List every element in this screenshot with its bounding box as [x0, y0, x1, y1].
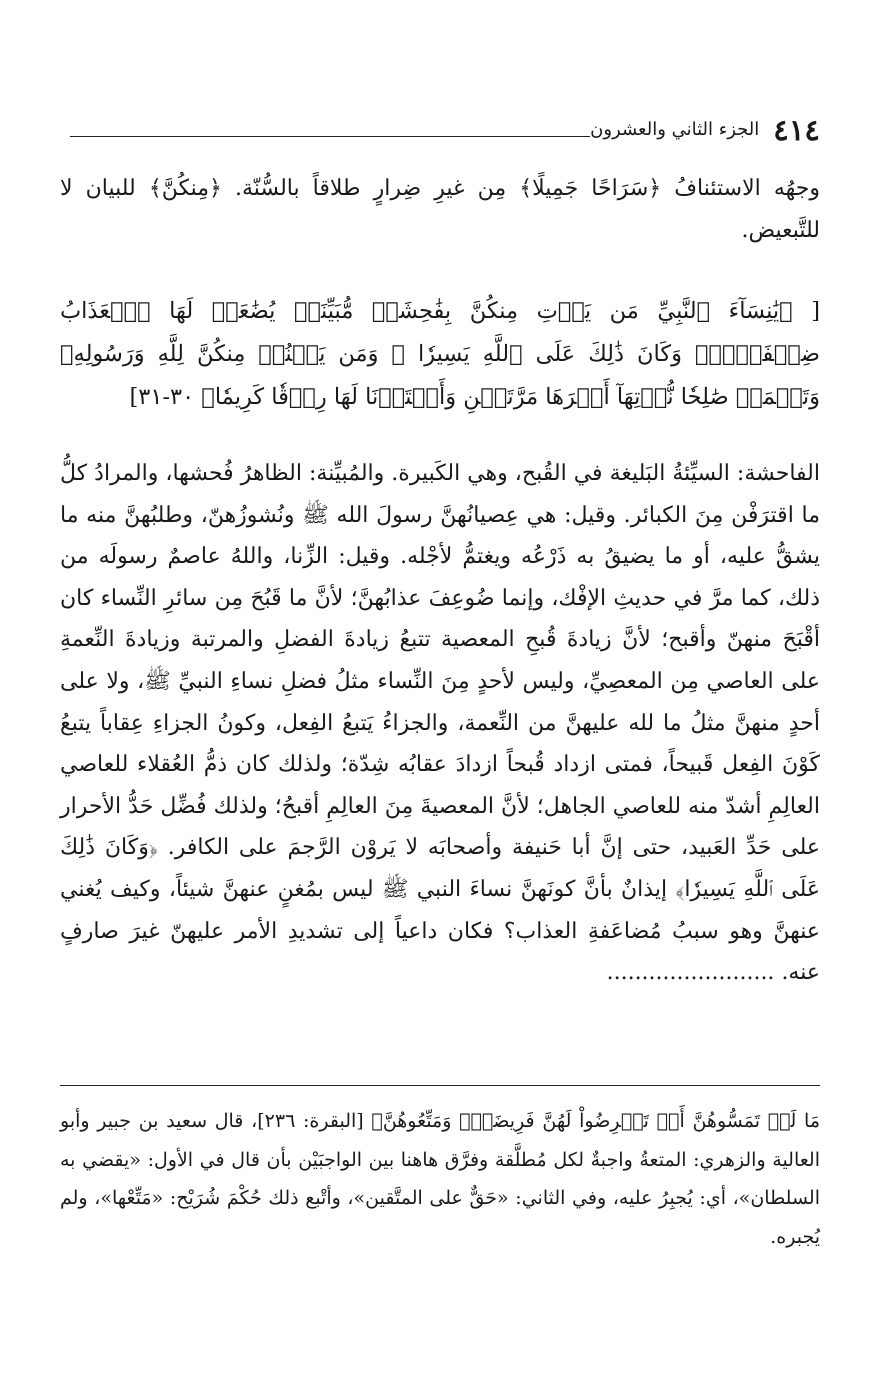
footnote — [60, 1102, 820, 1256]
paragraph-commentary-text: الفاحشة: السيِّئةُ البَليغة في القُبح، وهي الكَبيرة. والمُبيِّنة: الظاهرُ فُحشها، والمرادُ كلُّ ما اقترَفْن مِنَ الكبائر. وقيل: هي عِصيانُهنَّ رسولَ الله ﷺ ونُشوزُهنّ، وطلبُهنَّ منه ما يشقُّ عليه، أو ما يضيقُ به ذَرْعُه ويغتمُّ لأجْله. وقيل: الزِّنا، واللهُ عاصمٌ رسولَه من ذلك، كما مرَّ في حديثِ الإفْك، وإنما ضُوعِفَ عذابُهنَّ؛ لأنَّ ما قَبُحَ مِن سائرِ النِّساء كان أقْبَحَ منهنّ وأقبح؛ لأنَّ زيادةَ قُبحِ المعصية تتبعُ زيادةَ الفضلِ والمرتبة وزيادةَ النِّعمةِ على العاصي مِن المعصِيِّ، وليس لأحدٍ مِنَ النِّساء مثلُ فضلِ نساءِ النبيِّ ﷺ، ولا على أحدٍ منهنَّ مثلُ ما لله عليهنَّ من النِّعمة، والجزاءُ يَتبعُ الفِعل، وكونُ الجزاءِ عِقاباً يتبعُ كَوْنَ الفِعل قَبيحاً، فمتى ازداد قُبحاً ازدادَ عقابُه شِدّة؛ ولذلك كان ذمُّ العُقلاء للعاصي العالِمِ أشدّ منه للعاصي الجاهل؛ لأنَّ المعصيةَ مِنَ العالِمِ أقبحُ؛ ولذلك فُضِّل حَدُّ الأحرار على حَدِّ العَبيد، حتى إنَّ أبا حَنيفة وأصحابَه لا يَروْن الرَّجمَ على الكافر. ﴿وَكَانَ ذَٰلِكَ عَلَى ٱللَّهِ يَسِيرٗا﴾ إيذانٌ بأنَّ كونَهنَّ نساءَ النبي ﷺ ليس بمُغنٍ عنهنَّ شيئاً، وكيف يُغني عنهنَّ وهو سببُ مُضاعَفةِ العذاب؟ فكان داعياً إلى تشديدِ الأمر عليهنّ غيرَ صارفٍ عنه. — [60, 461, 820, 986]
page-header — [60, 112, 820, 148]
footnote-text: مَا لَمۡ تَمَسُّوهُنَّ أَوۡ تَفۡرِضُواْ لَهُنَّ فَرِيضَةٗۚ وَمَتِّعُوهُنَّ﴾ [البقرة: ٢٣٦]، قال سعيد بن جبير وأبو العالية والزهري: المتعةُ واجبةٌ لكل مُطلَّقة وفرَّق هاهنا بين الواجبَيْن بأن قال في الأول: «يقضي به السلطان»، أي: يُجبِرُ عليه، وفي الثاني: «حَقٌّ على المتَّقين»، وأتْبع ذلك حُكْمَ شُرَيْح: «مَتِّعْها»، ولم يُجبره. — [60, 1110, 820, 1248]
continuation-dots: ........................ — [606, 960, 775, 986]
paragraph-intro-text: وجهُه الاستئنافُ ﴿سَرَاحًا جَمِيلًا﴾ مِن غيرِ ضِرارٍ طلاقاً بالسُّنّة. ﴿مِنكُنَّ﴾ للبيان لا للتَّبعيض. — [60, 176, 820, 243]
page-number: ٤١٤ — [773, 113, 820, 147]
running-title: الجزء الثاني والعشرون — [590, 119, 760, 140]
quran-verse-block — [60, 290, 820, 419]
header-rule — [70, 136, 590, 137]
quran-verse-text: [ ﴿يَٰنِسَآءَ ٱلنَّبِيِّ مَن يَأۡتِ مِنكُنَّ بِفَٰحِشَةٖ مُّبَيِّنَةٖ يُضَٰعَفۡ لَهَا ٱلۡعَذَابُ ضِعۡفَيۡنِۚ وَكَانَ ذَٰلِكَ عَلَى ٱللَّهِ يَسِيرٗا ۞ وَمَن يَقۡنُتۡ مِنكُنَّ لِلَّهِ وَرَسُولِهِۦ وَتَعۡمَلۡ صَٰلِحٗا نُّؤۡتِهَآ أَجۡرَهَا مَرَّتَيۡنِ وَأَعۡتَدۡنَا لَهَا رِزۡقٗا كَرِيمٗا﴾ ٣٠-٣١] — [60, 298, 820, 410]
paragraph-intro — [60, 168, 820, 251]
paragraph-commentary — [60, 453, 820, 994]
footnote-rule — [60, 1085, 820, 1086]
